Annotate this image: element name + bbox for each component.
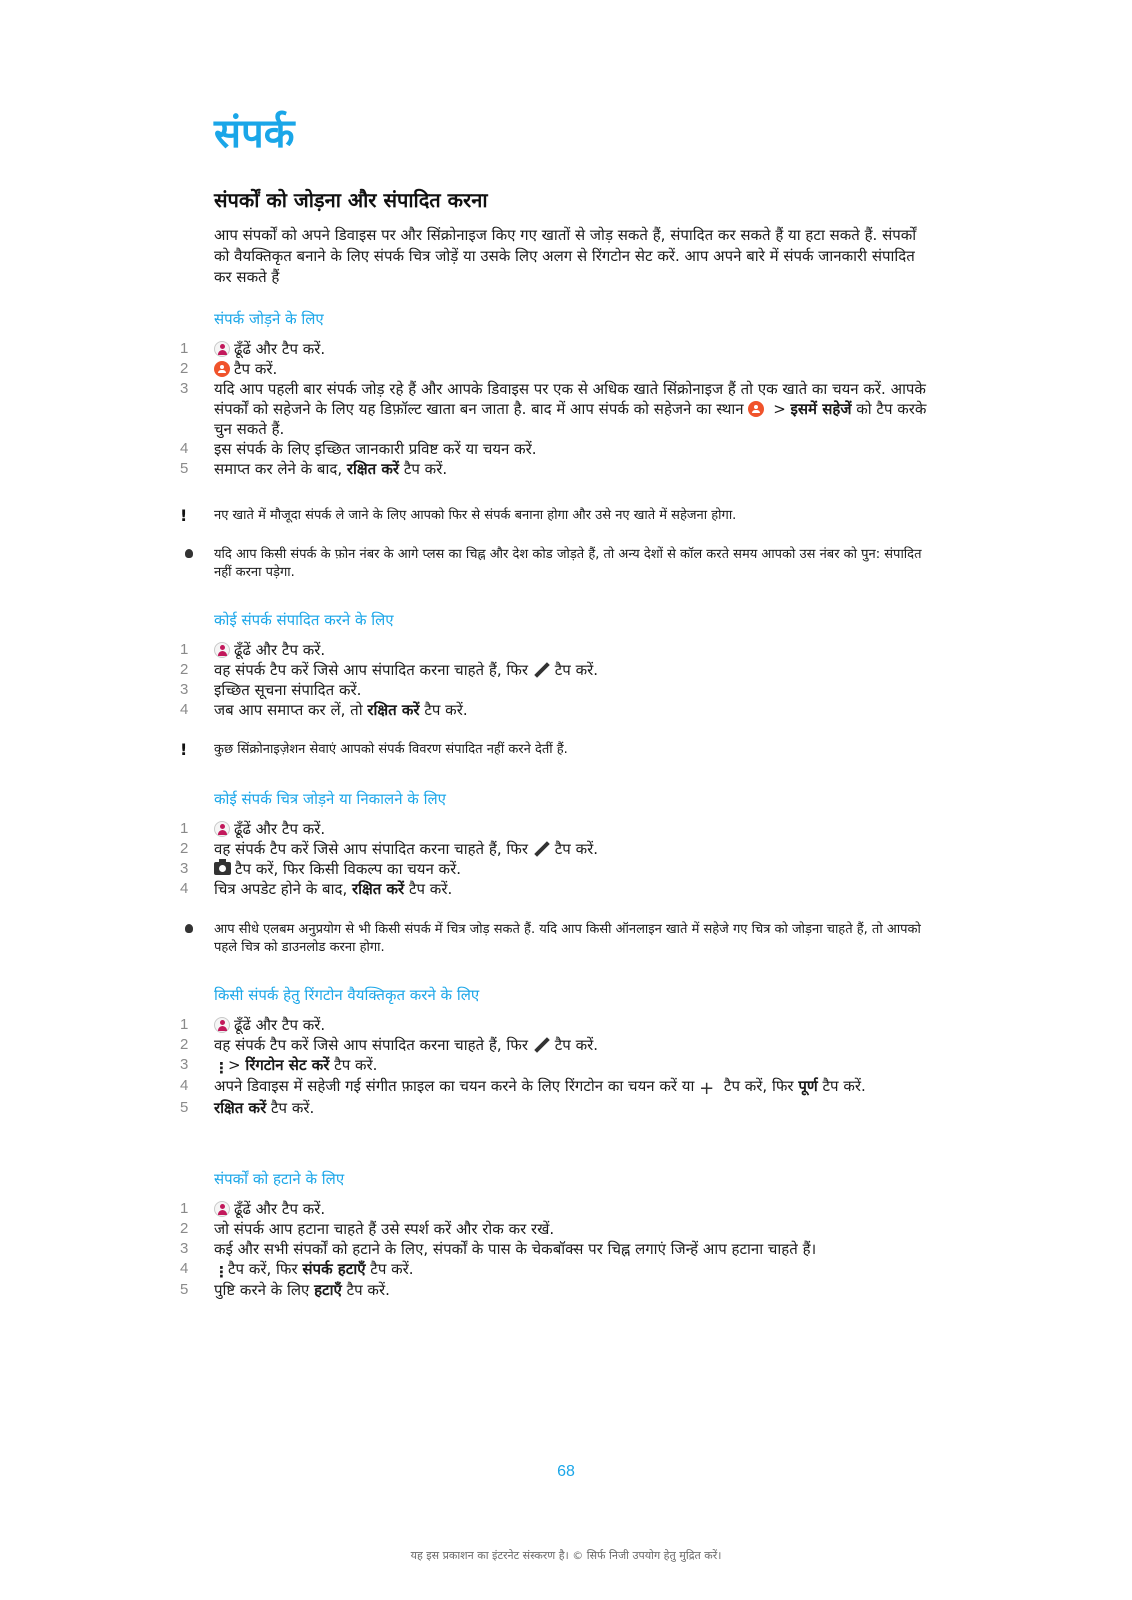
step (180, 1076, 940, 1098)
step-bold-label: रक्षित करें (367, 701, 420, 719)
sub-heading: कोई संपर्क चित्र जोड़ने या निकालने के लिए (214, 790, 446, 808)
step-bold-label: रक्षित करें (351, 880, 405, 898)
pencil-icon (533, 1037, 551, 1053)
page-number: 68 (557, 1463, 575, 1480)
ringtone-section (180, 985, 940, 1118)
footer-copyright: यह इस प्रकाशन का इंटरनेट संस्करण है। © सिर्फ निजी उपयोग हेतु मुद्रित करें। (410, 1549, 722, 1562)
contact-picture-section (180, 789, 940, 899)
step-text (214, 359, 940, 379)
step (180, 1280, 940, 1300)
step (180, 1098, 940, 1118)
step-number: 5 (180, 1281, 189, 1298)
step-bold-label: इसमें सहेजें (790, 400, 852, 418)
step-text (214, 1259, 940, 1280)
step (180, 859, 940, 879)
step-number: 2 (180, 661, 189, 678)
step (180, 379, 940, 439)
step-label: चित्र अपडेट होने के बाद, (214, 880, 352, 898)
lightbulb-icon (180, 921, 214, 939)
pencil-icon (533, 841, 551, 857)
step-bold-label: संपर्क हटाएँ (302, 1260, 366, 1278)
step-label: टैप करें. (554, 840, 599, 858)
step-label: टैप करें. (399, 460, 448, 478)
exclamation-icon: ! (180, 740, 188, 759)
step-text (214, 339, 940, 359)
step-text (214, 1098, 940, 1118)
edit-contact-section (180, 610, 940, 720)
step (180, 339, 940, 359)
step-label: टैप करें. (341, 1281, 390, 1299)
delete-contacts-section (180, 1169, 940, 1300)
step-text (214, 700, 940, 720)
steps-list (180, 819, 940, 899)
section-heading: संपर्कों को जोड़ना और संपादित करना (214, 188, 488, 212)
step-label: ढूँढें और टैप करें. (234, 1016, 326, 1034)
menu-dots-icon: ⋮ (214, 1059, 229, 1077)
pencil-icon (533, 662, 551, 678)
contacts-icon (214, 642, 230, 658)
add-contact-section (180, 309, 940, 479)
step-label: टैप करें. (234, 360, 278, 378)
step-label: ढूँढें और टैप करें. (234, 1200, 326, 1218)
step-text (214, 1280, 940, 1300)
step (180, 1199, 940, 1219)
contacts-icon (214, 821, 230, 837)
tip-note (180, 921, 940, 957)
step-number: 4 (180, 1260, 189, 1277)
step (180, 879, 940, 899)
step-bold-label: पूर्ण (798, 1077, 818, 1095)
step (180, 439, 940, 459)
tip-text: यदि आप किसी संपर्क के फ़ोन नंबर के आगे प्लस का चिह्न और देश कोड जोड़ते हैं, तो अन्य देशों से कॉल करते समय आपको उस नंबर को पुन: संपादित नहीं करना पड़ेगा. (214, 547, 922, 580)
step (180, 359, 940, 379)
step-label: टैप करें. (329, 1056, 378, 1074)
contacts-icon (214, 1017, 230, 1033)
step-text (214, 1035, 940, 1055)
step-number: 3 (180, 380, 189, 397)
important-note (180, 507, 940, 525)
step-label: टैप करें. (365, 1260, 414, 1278)
step-text: इच्छित सूचना संपादित करें. (214, 681, 362, 699)
step-bold-label: रक्षित करें (214, 1099, 267, 1117)
step-label: अपने डिवाइस में सहेजी गई संगीत फ़ाइल का चयन करने के लिए रिंगटोन का चयन करें या (214, 1077, 700, 1095)
step-label: जब आप समाप्त कर लें, तो (214, 701, 368, 719)
step-text: इस संपर्क के लिए इच्छित जानकारी प्रविष्ट करें या चयन करें. (214, 440, 537, 458)
step-label: टैप करें. (554, 1036, 599, 1054)
camera-icon (214, 862, 231, 875)
sub-heading: कोई संपर्क संपादित करने के लिए (214, 611, 394, 629)
step-label: वह संपर्क टैप करें जिसे आप संपादित करना चाहते हैं, फिर (214, 840, 533, 858)
step-number: 1 (180, 1016, 189, 1033)
step (180, 660, 940, 680)
step-number: 4 (180, 880, 189, 897)
step-label: को टैप करके चुन सकते हैं. (214, 400, 927, 438)
lightbulb-icon (180, 546, 214, 564)
exclamation-icon: ! (180, 506, 188, 525)
contacts-icon (214, 1201, 230, 1217)
step-text (214, 1055, 940, 1076)
step-text (214, 819, 940, 839)
step-text (214, 379, 940, 439)
step-label: यदि आप पहली बार संपर्क जोड़ रहे हैं और आपके डिवाइस पर एक से अधिक खाते सिंक्रोनाइज हैं तो एक खाते का चयन करें. आपके संपर्कों को सहेजने के लिए यह डिफ़ॉल्ट खाता बन जाता है. बाद में आप संपर्क को सहेजने का स्थान (214, 380, 926, 418)
steps-list (180, 1015, 940, 1118)
step (180, 1055, 940, 1076)
step (180, 680, 940, 700)
step-number: 1 (180, 1200, 189, 1217)
step-number: 5 (180, 1099, 189, 1116)
note-text: कुछ सिंक्रोनाइज़ेशन सेवाएं आपको संपर्क विवरण संपादित नहीं करने देतीं हैं. (214, 742, 568, 757)
step-label: वह संपर्क टैप करें जिसे आप संपादित करना चाहते हैं, फिर (214, 661, 533, 679)
step-number: 1 (180, 641, 189, 658)
step-label: > (768, 400, 791, 418)
step-bold-label: रक्षित करें (346, 460, 400, 478)
step-number: 1 (180, 820, 189, 837)
step-label: टैप करें. (266, 1099, 315, 1117)
step-label: टैप करें. (404, 880, 453, 898)
step-number: 3 (180, 1056, 189, 1073)
step-text (214, 459, 940, 479)
step (180, 839, 940, 859)
step-number: 5 (180, 460, 189, 477)
step-label: > (228, 1056, 246, 1074)
sub-heading: किसी संपर्क हेतु रिंगटोन वैयक्तिकृत करने के लिए (214, 986, 480, 1004)
step-text (214, 839, 940, 859)
step-label: ढूँढें और टैप करें. (234, 340, 326, 358)
step-label: ढूँढें और टैप करें. (234, 820, 326, 838)
step (180, 1035, 940, 1055)
step-label: ढूँढें और टैप करें. (234, 641, 326, 659)
step-label: टैप करें, फिर (228, 1260, 303, 1278)
note-text: नए खाते में मौजूदा संपर्क ले जाने के लिए आपको फिर से संपर्क बनाना होगा और उसे नए खाते में सहेजना होगा. (214, 508, 737, 523)
tip-text: आप सीधे एलबम अनुप्रयोग से भी किसी संपर्क में चित्र जोड़ सकते हैं. यदि आप किसी ऑनलाइन खाते में सहेजे गए चित्र को जोड़ना चाहते हैं, तो आपको पहले चित्र को डाउनलोड करना होगा. (214, 922, 921, 955)
step-bold-label: हटाएँ (314, 1281, 342, 1299)
add-contact-icon (214, 361, 230, 377)
step (180, 1259, 940, 1280)
step-number: 1 (180, 340, 189, 357)
step-text (214, 640, 940, 660)
step-label: टैप करें. (419, 701, 468, 719)
important-note (180, 741, 940, 759)
step-number: 4 (180, 701, 189, 718)
step-number: 2 (180, 1036, 189, 1053)
step-number: 2 (180, 840, 189, 857)
steps-list (180, 640, 940, 720)
sub-heading: संपर्कों को हटाने के लिए (214, 1170, 345, 1188)
step-text (214, 660, 940, 680)
step (180, 1239, 940, 1259)
step-number: 3 (180, 681, 189, 698)
step (180, 1015, 940, 1035)
step (180, 459, 940, 479)
intro-paragraph: आप संपर्कों को अपने डिवाइस पर और सिंक्रोनाइज किए गए खातों से जोड़ सकते हैं, संपादित कर सकते हैं या हटा सकते हैं. संपर्कों को वैयक्तिकृत बनाने के लिए संपर्क चित्र जोड़ें या उसके लिए अलग से रिंगटोन सेट करें. आप अपने बारे में संपर्क जानकारी संपादित कर सकते हैं (214, 226, 917, 286)
step-number: 3 (180, 860, 189, 877)
plus-icon: + (699, 1078, 715, 1099)
step-text (214, 1015, 940, 1035)
step-text (214, 859, 940, 879)
step-number: 2 (180, 1220, 189, 1237)
step (180, 700, 940, 720)
tip-note (180, 546, 940, 582)
step-label: वह संपर्क टैप करें जिसे आप संपादित करना चाहते हैं, फिर (214, 1036, 533, 1054)
step-text (214, 1076, 940, 1098)
sub-heading: संपर्क जोड़ने के लिए (214, 310, 324, 328)
step-label: टैप करें, फिर (719, 1077, 799, 1095)
add-contact-icon (748, 401, 764, 417)
step-label: टैप करें. (817, 1077, 866, 1095)
step (180, 819, 940, 839)
step-number: 2 (180, 360, 189, 377)
contacts-icon (214, 341, 230, 357)
step-number: 3 (180, 1240, 189, 1257)
chapter-title: संपर्क (214, 111, 295, 157)
menu-dots-icon: ⋮ (214, 1263, 229, 1281)
step (180, 1219, 940, 1239)
step-text: कई और सभी संपर्कों को हटाने के लिए, संपर्कों के पास के चेकबॉक्स पर चिह्न लगाएं जिन्हें आप हटाना चाहते हैं। (214, 1240, 817, 1258)
step-text: जो संपर्क आप हटाना चाहते हैं उसे स्पर्श करें और रोक कर रखें. (214, 1220, 555, 1238)
steps-list (180, 339, 940, 479)
step-text (214, 879, 940, 899)
step-label: पुष्टि करने के लिए (214, 1281, 315, 1299)
step (180, 640, 940, 660)
step-label: टैप करें. (554, 661, 599, 679)
step-number: 4 (180, 1077, 189, 1094)
step-number: 4 (180, 440, 189, 457)
step-bold-label: रिंगटोन सेट करें (245, 1056, 330, 1074)
step-label: समाप्त कर लेने के बाद, (214, 460, 347, 478)
step-text (214, 1199, 940, 1219)
steps-list (180, 1199, 940, 1300)
step-label: टैप करें, फिर किसी विकल्प का चयन करें. (235, 860, 461, 878)
